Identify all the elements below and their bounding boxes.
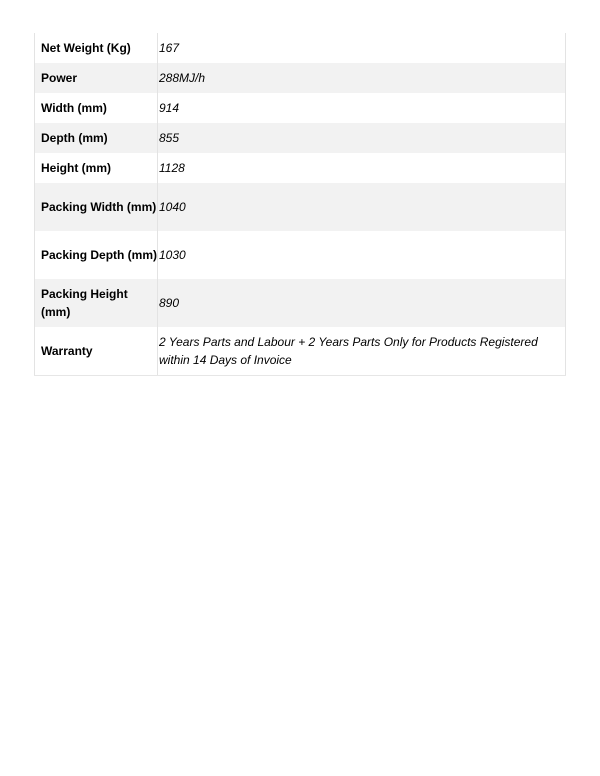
spec-row-packing-width: [35, 183, 566, 231]
spec-label: Width (mm): [35, 93, 158, 123]
spec-label: Height (mm): [35, 153, 158, 183]
spec-value: 1030: [158, 231, 566, 279]
spec-label: Packing Depth (mm): [35, 231, 158, 279]
spec-value: 167: [158, 33, 566, 63]
spec-row-packing-depth: [35, 231, 566, 279]
spec-value: 890: [158, 279, 566, 327]
spec-value: 2 Years Parts and Labour + 2 Years Parts Only for Products Registered within 14 Days of Invoice: [158, 327, 566, 376]
spec-label: Net Weight (Kg): [35, 33, 158, 63]
spec-label: Packing Width (mm): [35, 183, 158, 231]
spec-label: Warranty: [35, 327, 158, 376]
spec-row-power: [35, 63, 566, 93]
spec-row-packing-height: [35, 279, 566, 327]
specifications-table: [34, 33, 566, 376]
spec-row-height: [35, 153, 566, 183]
spec-row-width: [35, 93, 566, 123]
spec-row-depth: [35, 123, 566, 153]
spec-value: 288MJ/h: [158, 63, 566, 93]
spec-label: Depth (mm): [35, 123, 158, 153]
spec-label: Packing Height (mm): [35, 279, 158, 327]
spec-value: 1128: [158, 153, 566, 183]
spec-label: Power: [35, 63, 158, 93]
spec-value: 1040: [158, 183, 566, 231]
spec-value: 855: [158, 123, 566, 153]
spec-row-warranty: [35, 327, 566, 376]
spec-row-net-weight: [35, 33, 566, 63]
spec-value: 914: [158, 93, 566, 123]
